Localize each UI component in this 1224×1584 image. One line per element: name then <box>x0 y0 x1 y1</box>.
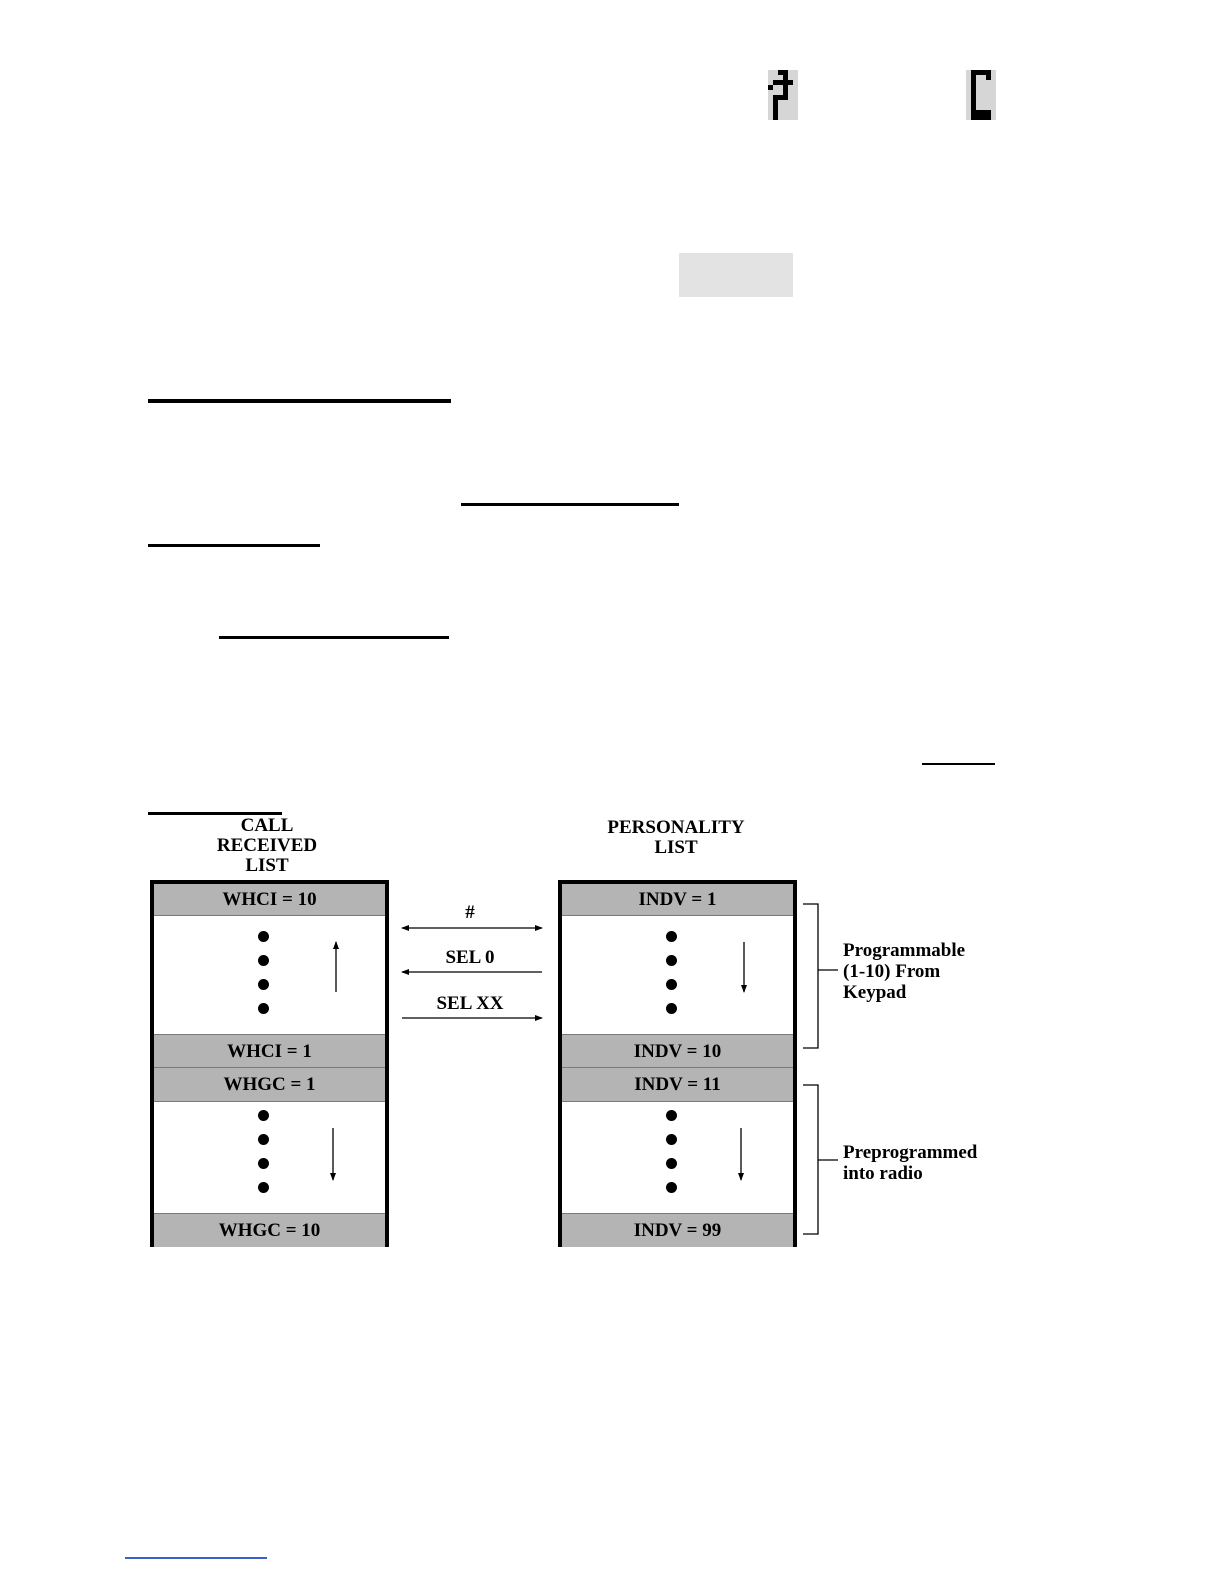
group-label-line: Preprogrammed <box>843 1142 978 1163</box>
group-label-preprogrammed <box>843 1142 977 1184</box>
bracket <box>803 904 818 1048</box>
personality-list <box>558 880 797 1247</box>
personality-list-title <box>585 818 767 858</box>
group-label-line: (1-10) From <box>843 961 941 982</box>
call-received-list <box>150 880 389 1247</box>
gray-field <box>679 253 793 297</box>
list-cell: INDV = 11 <box>562 1068 793 1102</box>
glyph-pixel <box>991 115 996 120</box>
glyph-pixel <box>793 115 798 120</box>
list-cell: WHCI = 1 <box>154 1034 385 1068</box>
underline-rule <box>148 544 320 547</box>
transition-label: # <box>465 902 475 923</box>
list-cell: WHGC = 10 <box>154 1213 385 1247</box>
list-cell: INDV = 10 <box>562 1034 793 1068</box>
group-label-line: Keypad <box>843 982 907 1003</box>
title-line: LIST <box>654 837 698 858</box>
underline-rule <box>148 399 451 403</box>
bracket <box>803 1085 818 1234</box>
title-line: RECEIVED <box>216 835 318 856</box>
transition-label: SEL XX <box>436 993 504 1014</box>
underline-rule <box>922 763 995 765</box>
list-cell: INDV = 99 <box>562 1213 793 1247</box>
underline-rule <box>219 636 449 639</box>
display-glyph-a-icon <box>768 70 798 120</box>
call-received-list-title <box>196 816 338 876</box>
ellipsis-dots <box>666 1110 677 1206</box>
underline-rule <box>461 503 679 506</box>
group-label-line: Programmable <box>843 940 966 961</box>
display-glyph-b-icon <box>966 70 996 120</box>
ellipsis-dots <box>258 931 269 1027</box>
footer-rule <box>125 1557 267 1559</box>
list-cell: WHGC = 1 <box>154 1068 385 1102</box>
title-line: LIST <box>245 855 289 876</box>
transition-label: SEL 0 <box>445 947 495 968</box>
ellipsis-dots <box>666 931 677 1027</box>
title-line: PERSONALITY <box>607 817 745 838</box>
group-label-line: into radio <box>843 1163 923 1184</box>
group-label-programmable <box>843 940 965 1003</box>
list-cell: WHCI = 10 <box>154 884 385 916</box>
ellipsis-dots <box>258 1110 269 1206</box>
list-cell: INDV = 1 <box>562 884 793 916</box>
title-line: CALL <box>240 815 294 836</box>
